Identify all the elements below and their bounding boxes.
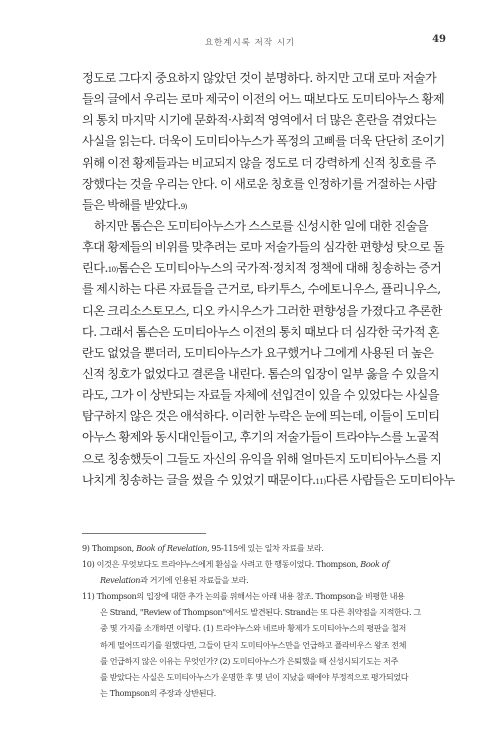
text-line xyxy=(82,89,445,110)
text-line xyxy=(82,427,439,448)
footnote-segment: 하게 떨어뜨리기를 원했다면, 그들이 단지 도미티아누스만을 언급하고 플라비우스 왕조 전체 xyxy=(100,639,407,650)
text-segment: 의 통치 마지막 시기에 문화적·사회적 영역에서 더 많은 혼란을 겪었다는 xyxy=(82,113,437,128)
text-segment: 하지만 톰슨은 도미티아누스가 스스로를 신성시한 일에 대한 진술을 xyxy=(94,218,429,233)
italic-title: Revelation xyxy=(100,575,141,586)
text-segment: 아누스 황제와 동시대인들이고, 후기의 저술가들이 트라야누스를 노골적 xyxy=(82,430,439,445)
text-line: 린다. 10) 톰슨은 도미티아누스의 국가적·정치적 정책에 대해 칭송하는 증거 xyxy=(82,258,420,279)
text-line xyxy=(82,131,445,152)
text-segment: 란도 없었을 뿐더러, 도미티아누스가 요구했거나 그에게 사용된 더 높은 xyxy=(82,345,434,360)
text-segment: 다른 사람들은 도미티아누 xyxy=(325,472,455,487)
text-segment: 탐구하지 않은 것은 애석하다. 이러한 누락은 눈에 띄는데, 이들이 도미티 xyxy=(82,409,440,424)
text-line xyxy=(82,322,440,343)
text-line xyxy=(82,343,434,364)
text-line xyxy=(82,385,440,406)
text-line xyxy=(82,110,437,131)
footnote-segment: , 95-115에 있는 일차 자료를 보라. xyxy=(206,543,324,553)
italic-title: Book of xyxy=(360,559,389,570)
footnote-line xyxy=(82,669,427,685)
text-segment: 신적 칭호가 없었다고 결론을 내린다. 톰슨의 입장이 일부 옳을 수 있을지 xyxy=(82,366,440,381)
text-segment: 후대 황제들의 비위를 맞추려는 로마 저술가들의 심각한 편향성 탓으로 돌 xyxy=(82,240,445,255)
text-line xyxy=(82,406,440,427)
text-segment: 사실을 읽는다. 더욱이 도미티아누스가 폭정의 고삐를 더욱 단단히 조이기 xyxy=(82,134,445,149)
text-segment: 위해 이전 황제들과는 비교되지 않을 정도로 더 강력하게 신적 칭호를 주 xyxy=(82,155,436,170)
footnote-line xyxy=(82,588,427,604)
footnote-segment: 10) 이것은 무엇보다도 트라야누스에게 환심을 사려고 한 행동이었다. Thompson, xyxy=(82,559,361,570)
footnote-segment: 과 거기에 인용된 자료들을 보라. xyxy=(140,575,249,586)
text-segment: 장했다는 것을 우리는 안다. 이 새로운 칭호를 인정하기를 거절하는 사람 xyxy=(82,176,437,191)
footnote-line xyxy=(82,637,427,653)
footnote-segment: 9) Thompson, xyxy=(82,543,137,553)
footnote-line xyxy=(82,604,427,620)
text-line xyxy=(82,216,429,237)
page-number: 49 xyxy=(432,34,446,45)
text-line xyxy=(82,237,445,258)
footnote-line xyxy=(82,620,427,636)
footnote-line xyxy=(82,653,427,669)
text-segment: 디온 크리소스토모스, 디오 카시우스가 그러한 편향성을 가졌다고 추론한 xyxy=(82,303,442,318)
footnotes xyxy=(82,540,427,701)
text-segment: 들은 박해를 받았다. xyxy=(82,197,181,212)
text-line xyxy=(82,279,441,300)
footnote-line xyxy=(82,540,427,556)
footnote-segment: 은 Strand, "Review of Thompson"에서도 발견된다. Strand는 또 다른 취약점을 지적한다. 그 xyxy=(100,607,421,618)
text-segment: 톰슨은 도미티아누스의 국가적·정치적 정책에 대해 칭송하는 증거 xyxy=(117,261,442,276)
text-segment: 들의 글에서 우리는 로마 제국이 이전의 어느 때보다도 도미티아누스 황제 xyxy=(82,92,445,107)
footnote-segment: 를 언급하지 않은 이유는 무엇인가? (2) 도미티아누스가 은퇴했을 때 신성시되기도는 저주 xyxy=(100,655,399,666)
text-line: 들은 박해를 받았다. 9) xyxy=(82,195,420,216)
footnote-line xyxy=(82,685,427,701)
footnote-segment: 를 받았다는 사실은 도미티아누스가 운명한 후 몇 년이 지났을 때에야 부정적으로 평가되었다 xyxy=(100,671,409,682)
footnote-segment: 는 Thompson의 주장과 상반된다. xyxy=(100,687,216,698)
footnote-line xyxy=(82,572,427,588)
text-line xyxy=(82,301,442,322)
text-segment: 으로 칭송했듯이 그들도 자신의 유익을 위해 얼마든지 도미티아누스를 지 xyxy=(82,451,442,466)
text-segment: 다. 그래서 톰슨은 도미티아누스 이전의 통치 때보다 더 심각한 국가적 혼 xyxy=(82,324,440,339)
text-segment: 라도, 그가 이 상반되는 자료들 자체에 선입견이 있을 수 있었다는 사실을 xyxy=(82,388,440,403)
text-segment: 정도로 그다지 중요하지 않았던 것이 분명하다. 하지만 고대 로마 저술가 xyxy=(82,71,437,85)
footnote-segment: 중 몇 가지를 소개하면 이렇다. (1) 트라야누스와 네르바 황제가 도미티아누스의 평판을 철저 xyxy=(100,623,406,634)
text-line xyxy=(82,174,437,195)
text-line xyxy=(82,68,437,89)
footnote-segment: 11) Thompson의 입장에 대한 추가 논의를 위해서는 아래 내용 참조. Thompson을 비평한 내용 xyxy=(82,591,405,602)
text-segment: 나치게 칭송하는 글을 썼을 수 있었기 때문이다. xyxy=(82,472,316,487)
text-line xyxy=(82,364,440,385)
italic-title: Book of Revelation xyxy=(136,543,207,553)
text-line xyxy=(82,449,442,470)
text-line: 나치게 칭송하는 글을 썼을 수 있었기 때문이다. 11) 다른 사람들은 도미티아누 xyxy=(82,470,420,491)
running-head: 요한계시록 저작 시기 xyxy=(204,38,296,48)
footnote-line xyxy=(82,556,427,572)
footnote-divider xyxy=(82,533,206,534)
text-segment: 를 제시하는 다른 자료들을 근거로, 타키투스, 수에토니우스, 플리니우스, xyxy=(82,282,441,297)
text-line xyxy=(82,153,436,174)
body-text xyxy=(82,68,455,491)
text-segment: 린다. xyxy=(82,261,108,276)
